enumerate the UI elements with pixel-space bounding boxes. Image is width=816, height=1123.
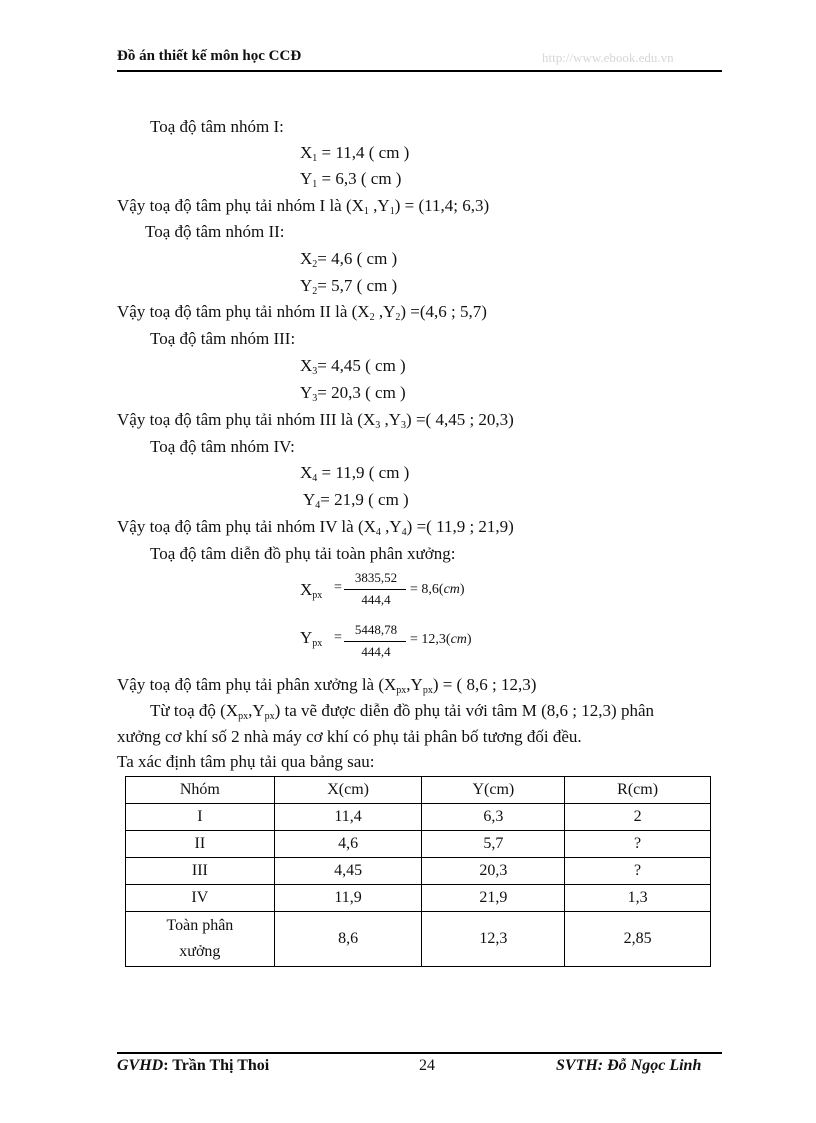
table-header-cell: Y(cm)	[422, 777, 565, 804]
group1-y-line: $Y_1 = 6,3$ ( cm )	[300, 169, 402, 190]
xpx-fraction	[344, 570, 408, 610]
table-intro: Ta xác định tâm phụ tải qua bảng sau:	[117, 752, 375, 771]
group4-title: Toạ độ tâm nhóm IV:	[150, 437, 295, 456]
ypx-numerator: 5448,78	[354, 622, 398, 637]
table-row	[126, 831, 711, 858]
paragraph-line-1: Từ toạ độ $(X_{px},Y_{px})$ ta vẽ được diễn đồ phụ tải với tâm M (8,6 ; 12,3) phân	[150, 701, 654, 722]
table-cell: 5,7	[422, 831, 565, 858]
total-title: Toạ độ tâm diễn đồ phụ tải toàn phân xưởng:	[150, 544, 456, 563]
table-cell: 8,6	[274, 912, 422, 967]
group3-x-line: $X_3= 4,45$ ( cm )	[300, 356, 406, 377]
footer-supervisor: GVHD: Trần Thị Thoi	[117, 1057, 270, 1074]
group3-y-line: $Y_3= 20,3$ ( cm )	[300, 383, 406, 404]
ypx-variable: $Y_{px}$	[300, 628, 323, 649]
table-row	[126, 858, 711, 885]
table-cell: 1,3	[565, 885, 711, 912]
table-cell: 4,6	[274, 831, 422, 858]
xpx-result: = 8,6(cm)	[410, 582, 465, 597]
table-cell: 12,3	[422, 912, 565, 967]
load-centre-table	[125, 776, 711, 967]
group4-x-line: $X_4 = 11,9$ ( cm )	[300, 463, 410, 484]
group2-x-line: $X_2= 4,6$ ( cm )	[300, 249, 398, 270]
table-header-row	[126, 777, 711, 804]
ypx-equals: =	[334, 630, 342, 645]
table-cell: II	[126, 831, 275, 858]
table-cell: 2	[565, 804, 711, 831]
ypx-result: = 12,3(cm)	[410, 632, 472, 647]
table-cell: 11,4	[274, 804, 422, 831]
table-cell: III	[126, 858, 275, 885]
total-summary: Vậy toạ độ tâm phụ tải phân xưởng là $(X_{px},Y_{px})$ = ( 8,6 ; 12,3)	[117, 675, 537, 696]
group4-y-line: $Y_4= 21,9$ ( cm )	[303, 490, 409, 511]
footer-rule	[117, 1052, 722, 1054]
group1-title: Toạ độ tâm nhóm I:	[150, 117, 284, 136]
table-cell: 20,3	[422, 858, 565, 885]
group1-x-line: $X_1 = 11,4$ ( cm )	[300, 143, 410, 164]
table-cell: 4,45	[274, 858, 422, 885]
page-number: 24	[419, 1057, 435, 1074]
table-row-total	[126, 912, 711, 967]
table-cell: 11,9	[274, 885, 422, 912]
table-row	[126, 804, 711, 831]
xpx-variable: $X_{px}$	[300, 580, 323, 601]
table-header-cell: X(cm)	[274, 777, 422, 804]
xpx-numerator: 3835,52	[354, 570, 398, 585]
paragraph-line-2: xưởng cơ khí số 2 nhà máy cơ khí có phụ tải phân bố tương đối đều.	[117, 727, 582, 746]
footer-student: SVTH: Đỗ Ngọc Linh	[556, 1057, 702, 1074]
xpx-denominator: 444,4	[361, 592, 391, 607]
group2-title: Toạ độ tâm nhóm II:	[145, 222, 285, 241]
table-cell-total-name: Toàn phân xưởng	[126, 912, 275, 967]
table-header-cell: R(cm)	[565, 777, 711, 804]
ypx-fraction	[344, 622, 408, 664]
table-cell: 21,9	[422, 885, 565, 912]
header-watermark: http://www.ebook.edu.vn	[542, 50, 674, 65]
table-header-cell: Nhóm	[126, 777, 275, 804]
table-cell: ?	[565, 831, 711, 858]
group2-summary: Vậy toạ độ tâm phụ tải nhóm II là ($X_2$ $,Y_2) =(4,6$ ; 5,7)	[117, 302, 487, 323]
table-cell: ?	[565, 858, 711, 885]
group3-title: Toạ độ tâm nhóm III:	[150, 329, 296, 348]
table-row	[126, 885, 711, 912]
table-cell: 6,3	[422, 804, 565, 831]
xpx-equals: =	[334, 580, 342, 595]
table-cell: I	[126, 804, 275, 831]
ypx-fraction-bar	[344, 641, 406, 642]
group2-y-line: $Y_2= 5,7$ ( cm )	[300, 276, 398, 297]
xpx-fraction-bar	[344, 589, 406, 590]
ypx-denominator: 444,4	[361, 644, 391, 659]
header-rule	[117, 70, 722, 72]
group4-summary: Vậy toạ độ tâm phụ tải nhóm IV là ($X_4$ $,Y_4$) =( 11,9 ; 21,9)	[117, 517, 514, 538]
table-cell: IV	[126, 885, 275, 912]
table-cell: 2,85	[565, 912, 711, 967]
group3-summary: Vậy toạ độ tâm phụ tải nhóm III là ($X_3$ $,Y_3$) =( 4,45 ; 20,3)	[117, 410, 514, 431]
page-header-title: Đồ án thiết kế môn học CCĐ	[117, 48, 302, 64]
group1-summary: Vậy toạ độ tâm phụ tải nhóm I là ($X_1$ $,Y_1) = (11,4$; 6,3)	[117, 196, 490, 217]
